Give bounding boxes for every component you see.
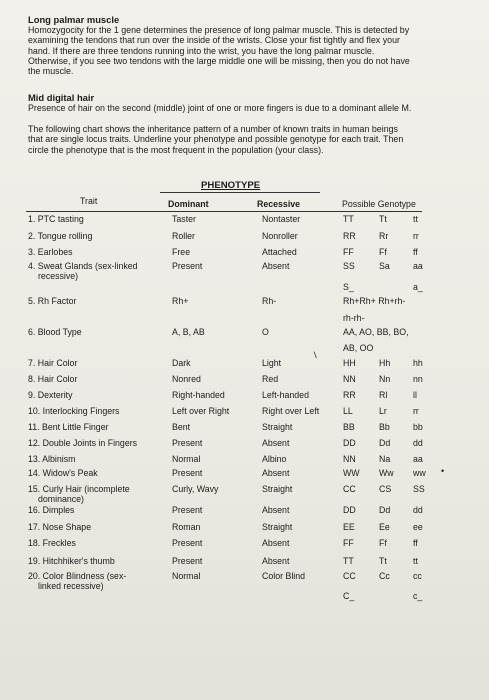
recessive-phenotype: Absent: [262, 438, 290, 448]
genotype-value: Nn: [379, 374, 391, 384]
dominant-phenotype: Left over Right: [172, 406, 230, 416]
trait-name: 5. Rh Factor: [28, 296, 77, 306]
dominant-phenotype: Present: [172, 505, 203, 515]
dominant-phenotype: Free: [172, 247, 191, 257]
dominant-phenotype: Roller: [172, 231, 195, 241]
dominant-phenotype: Nonred: [172, 374, 201, 384]
genotype-value: ff: [413, 538, 418, 548]
trait-name: linked recessive): [38, 581, 104, 591]
genotype-value: Ff: [379, 247, 387, 257]
trait-name: 13. Albinism: [28, 454, 76, 464]
trait-name: 2. Tongue rolling: [28, 231, 93, 241]
genotype-value: EE: [343, 522, 355, 532]
trait-name: 19. Hitchhiker's thumb: [28, 556, 115, 566]
trait-name: 8. Hair Color: [28, 374, 78, 384]
paragraph-mid-digital: Presence of hair on the second (middle) joint of one or more fingers is due to a dominant allele M.: [28, 103, 412, 113]
recessive-phenotype: Straight: [262, 484, 293, 494]
paragraph-long-palmar: [28, 25, 410, 76]
trait-name: 11. Bent Little Finger: [28, 422, 109, 432]
genotype-value: hh: [413, 358, 423, 368]
genotype-value: RR: [343, 231, 356, 241]
genotype-value: Na: [379, 454, 391, 464]
trait-name: recessive): [38, 271, 79, 281]
genotype-value: c_: [413, 591, 423, 601]
genotype-value: C_: [343, 591, 355, 601]
trait-name: 20. Color Blindness (sex-: [28, 571, 127, 581]
genotype-value: DD: [343, 505, 356, 515]
genotype-value: tt: [413, 214, 418, 224]
recessive-phenotype: Left-handed: [262, 390, 309, 400]
recessive-phenotype: Albino: [262, 454, 287, 464]
recessive-phenotype: Absent: [262, 468, 290, 478]
header-dominant: Dominant: [168, 199, 209, 209]
genotype-value: aa: [413, 261, 423, 271]
dominant-phenotype: Roman: [172, 522, 201, 532]
genotype-value: a_: [413, 282, 423, 292]
genotype-value: Hh: [379, 358, 391, 368]
genotype-value: Tt: [379, 214, 387, 224]
genotype-value: TT: [343, 214, 354, 224]
trait-name: 15. Curly Hair (incomplete: [28, 484, 130, 494]
genotype-value: TT: [343, 556, 354, 566]
section-title-mid-digital: Mid digital hair: [28, 92, 95, 103]
dominant-phenotype: Normal: [172, 571, 201, 581]
genotype-value: CS: [379, 484, 392, 494]
genotype-value: CC: [343, 571, 356, 581]
header-trait: Trait: [80, 196, 98, 206]
genotype-value: Sa: [379, 261, 390, 271]
phenotype-header: PHENOTYPE: [201, 180, 261, 191]
genotype-value: CC: [343, 484, 356, 494]
text-line: circle the phenotype that is the most frequent in the population (your class).: [28, 144, 324, 155]
recessive-phenotype: Color Blind: [262, 571, 306, 581]
dominant-phenotype: Normal: [172, 454, 201, 464]
genotype-value: Bb: [379, 422, 390, 432]
genotype-value: Ff: [379, 538, 387, 548]
trait-name: 1. PTC tasting: [28, 214, 84, 224]
header-genotype: Possible Genotype: [342, 199, 416, 209]
genotype-value: RR: [343, 390, 356, 400]
trait-name: 9. Dexterity: [28, 390, 73, 400]
text-line: hand. If there are three tendons running into the wrist, you have the long palmar muscle.: [28, 45, 375, 56]
recessive-phenotype: Nontaster: [262, 214, 301, 224]
text-line: the muscle.: [28, 66, 74, 77]
dominant-phenotype: Taster: [172, 214, 196, 224]
genotype-value: Ee: [379, 522, 390, 532]
trait-name: 14. Widow's Peak: [28, 468, 98, 478]
genotype-value: rr: [413, 231, 419, 241]
recessive-phenotype: Rh-: [262, 296, 277, 306]
recessive-phenotype: Absent: [262, 261, 290, 271]
paragraph-instructions: [28, 124, 403, 155]
genotype-value: Lr: [379, 406, 387, 416]
text-line: Homozygocity for the 1 gene determines the presence of long palmar muscle. This is detected by: [28, 25, 410, 35]
genotype-value: AA, AO, BB, BO,: [343, 327, 409, 337]
trait-name: 3. Earlobes: [28, 247, 73, 257]
genotype-value: AB, OO: [343, 343, 374, 353]
dominant-phenotype: Present: [172, 468, 203, 478]
genotype-value: BB: [343, 422, 355, 432]
genotype-value: dd: [413, 438, 423, 448]
dominant-phenotype: Present: [172, 538, 203, 548]
dominant-phenotype: Present: [172, 556, 203, 566]
trait-name: 16. Dimples: [28, 505, 75, 515]
recessive-phenotype: O: [262, 327, 269, 337]
trait-name: 12. Double Joints in Fingers: [28, 438, 138, 448]
recessive-phenotype: Absent: [262, 556, 290, 566]
genotype-value: Ww: [379, 468, 394, 478]
genotype-value: FF: [343, 538, 354, 548]
trait-name: 10. Interlocking Fingers: [28, 406, 120, 416]
genotype-value: Tt: [379, 556, 387, 566]
genotype-value: aa: [413, 454, 423, 464]
genotype-value: rh-rh-: [343, 313, 365, 323]
check-mark-icon: /: [311, 350, 320, 360]
genotype-value: Cc: [379, 571, 390, 581]
trait-name: 6. Blood Type: [28, 327, 82, 337]
trait-name: 17. Nose Shape: [28, 522, 92, 532]
section-title-long-palmar: Long palmar muscle: [28, 14, 120, 25]
column-header-rule: [26, 211, 422, 212]
recessive-phenotype: Straight: [262, 422, 293, 432]
genotype-value: nn: [413, 374, 423, 384]
genotype-value: Dd: [379, 505, 391, 515]
dominant-phenotype: A, B, AB: [172, 327, 205, 337]
genotype-value: Dd: [379, 438, 391, 448]
dot-mark-icon: •: [441, 466, 445, 476]
genotype-value: cc: [413, 571, 422, 581]
genotype-value: S_: [343, 282, 354, 292]
text-line: The following chart shows the inheritance pattern of a number of known traits in human beings: [28, 124, 398, 134]
genotype-value: ll: [413, 390, 417, 400]
genotype-value: Rr: [379, 231, 389, 241]
trait-name: 4. Sweat Glands (sex-linked: [28, 261, 138, 271]
recessive-phenotype: Red: [262, 374, 279, 384]
genotype-value: FF: [343, 247, 354, 257]
dominant-phenotype: Right-handed: [172, 390, 225, 400]
genotype-value: LL: [343, 406, 353, 416]
genotype-value: tt: [413, 556, 418, 566]
recessive-phenotype: Right over Left: [262, 406, 320, 416]
text-line: examining the tendons that run over the inside of the wrists. Close your fist tightly and flex your: [28, 35, 400, 46]
trait-name: 18. Freckles: [28, 538, 76, 548]
genotype-value: SS: [343, 261, 355, 271]
genotype-value: dd: [413, 505, 423, 515]
trait-name: 7. Hair Color: [28, 358, 78, 368]
recessive-phenotype: Light: [262, 358, 282, 368]
recessive-phenotype: Absent: [262, 538, 290, 548]
genotype-value: ee: [413, 522, 423, 532]
genotype-value: NN: [343, 374, 356, 384]
recessive-phenotype: Straight: [262, 522, 293, 532]
recessive-phenotype: Attached: [262, 247, 297, 257]
header-recessive: Recessive: [257, 199, 301, 209]
genotype-value: SS: [413, 484, 425, 494]
genotype-value: DD: [343, 438, 356, 448]
trait-name: dominance): [38, 494, 84, 504]
dominant-phenotype: Present: [172, 261, 203, 271]
header-rule: [160, 192, 320, 193]
recessive-phenotype: Nonroller: [262, 231, 298, 241]
genotype-value: NN: [343, 454, 356, 464]
genotype-value: WW: [343, 468, 360, 478]
text-line: Otherwise, if you see two tendons with the large middle one will be missing, then you do not have: [28, 55, 410, 66]
dominant-phenotype: Bent: [172, 422, 191, 432]
dominant-phenotype: Present: [172, 438, 203, 448]
dominant-phenotype: Curly, Wavy: [172, 484, 219, 494]
genotype-value: ww: [413, 468, 426, 478]
genotype-value: ff: [413, 247, 418, 257]
genotype-value: bb: [413, 422, 423, 432]
genotype-value: HH: [343, 358, 356, 368]
text-line: that are single locus traits. Underline your phenotype and possible genotype for each trait. Then: [28, 134, 404, 145]
dominant-phenotype: Dark: [172, 358, 191, 368]
dominant-phenotype: Rh+: [172, 296, 189, 306]
genotype-value: rr: [413, 406, 419, 416]
genotype-value: Rh+Rh+ Rh+rh-: [343, 296, 406, 306]
genotype-value: Rl: [379, 390, 388, 400]
recessive-phenotype: Absent: [262, 505, 290, 515]
